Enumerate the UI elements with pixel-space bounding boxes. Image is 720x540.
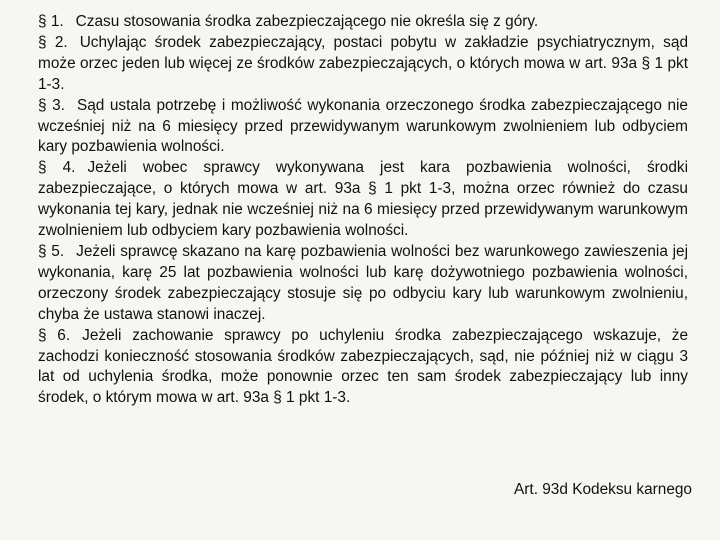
paragraph-text: Jeżeli wobec sprawcy wykonywana jest kara pozbawienia wolności, środki zabezpieczające, o których mowa w art. 93a § 1 pkt 1-3, można orzec również do czasu wykonania tej kary, jednak nie wcześniej niż na 6 miesięcy przed przewidywanym warunkowym zwolnieniem lub odbyciem kary pozbawienia wolności. [38,159,689,240]
paragraph-text: Sąd ustala potrzebę i możliwość wykonania orzeczonego środka zabezpieczającego nie wcześniej niż na 6 miesięcy przed przewidywanym warunkowym zwolnieniem lub odbyciem kary pozbawienia wolności. [38,96,688,156]
paragraph-1 [38,12,688,33]
paragraph-2 [38,33,688,96]
paragraph-number: § 1. [38,13,64,30]
paragraph-number: § 6. [38,326,71,344]
paragraph-number: § 5. [38,242,65,260]
paragraph-number: § 4. [38,159,76,177]
article-text [38,12,688,409]
paragraph-number: § 2. [38,33,68,51]
paragraph-number: § 3. [38,96,65,114]
source-citation: Art. 93d Kodeksu karnego [514,481,692,498]
paragraph-text: Jeżeli zachowanie sprawcy po uchyleniu środka zabezpieczającego wskazuje, że zachodzi konieczność stosowania środków zabezpieczających, sąd, nie później niż w ciągu 3 lat od uchylenia środka, może ponownie orzec ten sam środek zabezpieczający lub inny środek, o którym mowa w art. 93a § 1 pkt 1-3. [38,326,689,407]
paragraph-text: Jeżeli sprawcę skazano na karę pozbawienia wolności bez warunkowego zawieszenia jej wykonania, karę 25 lat pozbawienia wolności lub karę dożywotniego pozbawienia wolności, orzeczony środek zabezpieczający stosuje się po odbyciu kary lub warunkowym zwolnieniu, chyba że ustawa stanowi inaczej. [38,242,689,323]
paragraph-text: Uchylając środek zabezpieczający, postaci pobytu w zakładzie psychiatrycznym, sąd może orzec jeden lub więcej ze środków zabezpieczających, o których mowa w art. 93a § 1 pkt 1-3. [38,33,688,93]
paragraph-4 [38,158,688,242]
paragraph-5 [38,242,688,326]
paragraph-3 [38,96,688,159]
paragraph-6 [38,326,688,410]
paragraph-text: Czasu stosowania środka zabezpieczającego nie określa się z góry. [75,13,539,30]
